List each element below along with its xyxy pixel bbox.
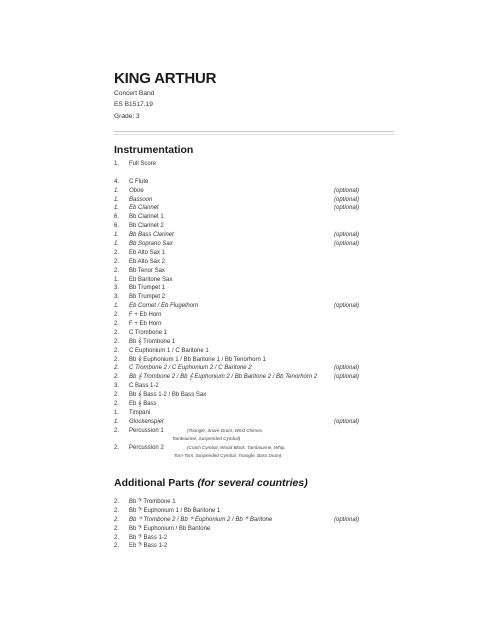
list-item [114,302,414,311]
part-count: 1. [114,187,120,194]
list-item [114,364,414,373]
part-name: Bb 𝄢 Trombone 2 / Bb 𝄢 Euphonium 2 / Bb 𝄢 Baritone [129,516,273,523]
part-count: 6. [114,223,120,230]
part-count: 2. [114,392,120,399]
list-item [114,311,414,320]
part-name: Eb 𝄞 Bass [129,401,157,408]
list-item [114,249,414,258]
list-item [114,516,414,525]
part-count: 2. [114,507,120,514]
part-name: Bb 𝄞 Euphonium 1 / Bb Baritone 1 / Bb Tenorhorn 1 [129,356,266,363]
list-item [114,293,414,302]
ensemble-type: Concert Band [114,90,155,97]
part-name: Glockenspiel [129,418,164,425]
part-count: 2. [114,516,120,523]
part-name: Timpani [129,409,151,416]
list-item [114,347,414,356]
percussion-instruments: (Crash Cymbal, Wood Block, Tambourine, Whip, [187,445,286,451]
optional-label: (optional) [334,196,360,203]
optional-label: (optional) [334,516,360,523]
part-name: Full Score [129,161,157,167]
part-count: 1. [114,418,120,425]
part-name: Eb Clarinet [129,205,159,212]
part-count: 3. [114,285,120,292]
optional-label: (optional) [334,232,360,239]
percussion-instruments: Tambourine, Suspended Cymbal) [172,435,241,441]
part-count: 2. [114,374,120,381]
part-count: 1. [114,276,120,283]
part-name: Eb Alto Sax 1 [129,249,166,256]
additional-parts-heading [114,477,308,489]
part-name: Bb 𝄢 Bass 1-2 [129,534,168,541]
optional-label: (optional) [334,205,360,212]
percussion-instruments: (Triangle, Snare Drum, Wind Chimes, [187,427,264,433]
part-name: Eb 𝄢 Bass 1-2 [129,543,168,550]
part-count: 2. [114,312,120,319]
additional-parts-list [114,498,414,551]
part-name: Bb Clarinet 1 [129,214,164,221]
part-count: 2. [114,338,120,345]
part-count: 2. [114,356,120,363]
part-count: 4. [114,178,120,185]
part-name: C Bass 1-2 [129,383,159,390]
list-item [114,213,414,222]
part-name: Eb Alto Sax 2 [129,258,166,265]
list-item [114,222,414,231]
part-count: 2. [114,249,120,256]
part-name: Percussion 1 [129,427,164,434]
optional-label: (optional) [334,418,360,425]
list-item [114,240,414,249]
part-count: 2. [114,267,120,274]
list-item [114,329,414,338]
part-count: 3. [114,294,120,301]
list-item [114,231,414,240]
list-item [114,276,414,285]
list-item [114,196,414,205]
list-item [114,400,414,409]
part-name: F + Eb Horn [129,321,162,328]
additional-parts-title: Additional Parts [114,477,195,489]
part-count: 2. [114,499,120,505]
optional-label: (optional) [334,187,360,194]
part-count: 3. [114,383,120,390]
part-count: 2. [114,365,120,372]
list-item [114,444,414,462]
part-count: 2. [114,445,120,452]
part-count: 2. [114,534,120,541]
part-count: 1. [114,232,120,239]
part-name: Bb Bass Clarinet [129,232,174,239]
part-count: 2. [114,525,120,532]
part-name: F + Eb Horn [129,312,162,319]
divider [114,134,394,135]
part-count: 1. [114,303,120,310]
list-item [114,338,414,347]
instrumentation-list [114,160,414,462]
additional-parts-subtitle: (for several countries) [197,477,308,489]
list-item [114,267,414,276]
list-item [114,542,414,551]
list-item [114,373,414,382]
optional-label: (optional) [334,365,360,372]
optional-label: (optional) [334,374,360,381]
list-item [114,409,414,418]
part-name: Bb 𝄞 Trombone 1 [129,338,176,345]
part-name: C Trombone 2 / C Euphonium 2 / C Baritone 2 [129,365,252,372]
optional-label: (optional) [334,303,360,310]
percussion-instruments: Tom-Tom, Suspended Cymbal, Triangle, Bass Drum) [174,453,282,459]
list-item [114,160,414,169]
part-name: Bb Clarinet 2 [129,223,164,230]
grade-level: Grade: 3 [114,113,140,120]
part-name: Bb Trumpet 1 [129,285,166,292]
list-item [114,169,414,178]
instrumentation-heading: Instrumentation [114,144,194,156]
optional-label: (optional) [334,241,360,248]
list-item [114,356,414,365]
part-name: C Euphonium 1 / C Baritone 1 [129,347,209,354]
list-item [114,391,414,400]
part-name: Bassoon [129,196,153,203]
part-count: 1. [114,196,120,203]
list-item [114,525,414,534]
part-count: 1. [114,409,120,416]
list-item [114,498,414,507]
part-name: Bb 𝄞 Trombone 2 / Bb 𝄞 Euphonium 2 / Bb Baritone 2 / Bb Tenorhorn 2 [129,374,318,381]
part-count: 6. [114,214,120,221]
part-name: Bb Tenor Sax [129,267,165,274]
list-item [114,320,414,329]
list-item [114,382,414,391]
part-count: 2. [114,427,120,434]
part-count: 2. [114,258,120,265]
catalog-number: ES B1517.19 [114,101,153,108]
part-name: Bb 𝄢 Trombone 1 [129,499,176,505]
part-count: 2. [114,321,120,328]
part-count: 2. [114,401,120,408]
divider [114,131,394,132]
list-item [114,427,414,445]
part-name: Bb Trumpet 2 [129,294,166,301]
list-item [114,507,414,516]
part-name: Bb 𝄢 Euphonium 1 / Bb Baritone 1 [129,507,221,514]
list-item [114,534,414,543]
list-item [114,284,414,293]
list-item [114,178,414,187]
part-count: 2. [114,329,120,336]
part-name: Bb Soprano Sax [129,241,173,248]
list-item [114,258,414,267]
part-count: 1. [114,241,120,248]
part-name: Oboe [129,187,144,194]
part-name: Percussion 2 [129,445,164,452]
part-count: 1. [114,161,120,167]
part-name: C Flute [129,178,149,185]
page-title: KING ARTHUR [114,70,217,87]
part-name: Bb 𝄢 Euphonium / Bb Baritone [129,525,211,532]
part-name: Eb Baritone Sax [129,276,173,283]
part-name: C Trombone 1 [129,329,168,336]
list-item [114,204,414,213]
part-count: 2. [114,347,120,354]
part-count: 2. [114,543,120,550]
list-item [114,187,414,196]
part-count: 1. [114,205,120,212]
list-item [114,418,414,427]
part-name: Bb 𝄞 Bass 1-2 / Bb Bass Sax [129,392,207,399]
part-name: Eb Cornet / Eb Flugelhorn [129,303,199,310]
